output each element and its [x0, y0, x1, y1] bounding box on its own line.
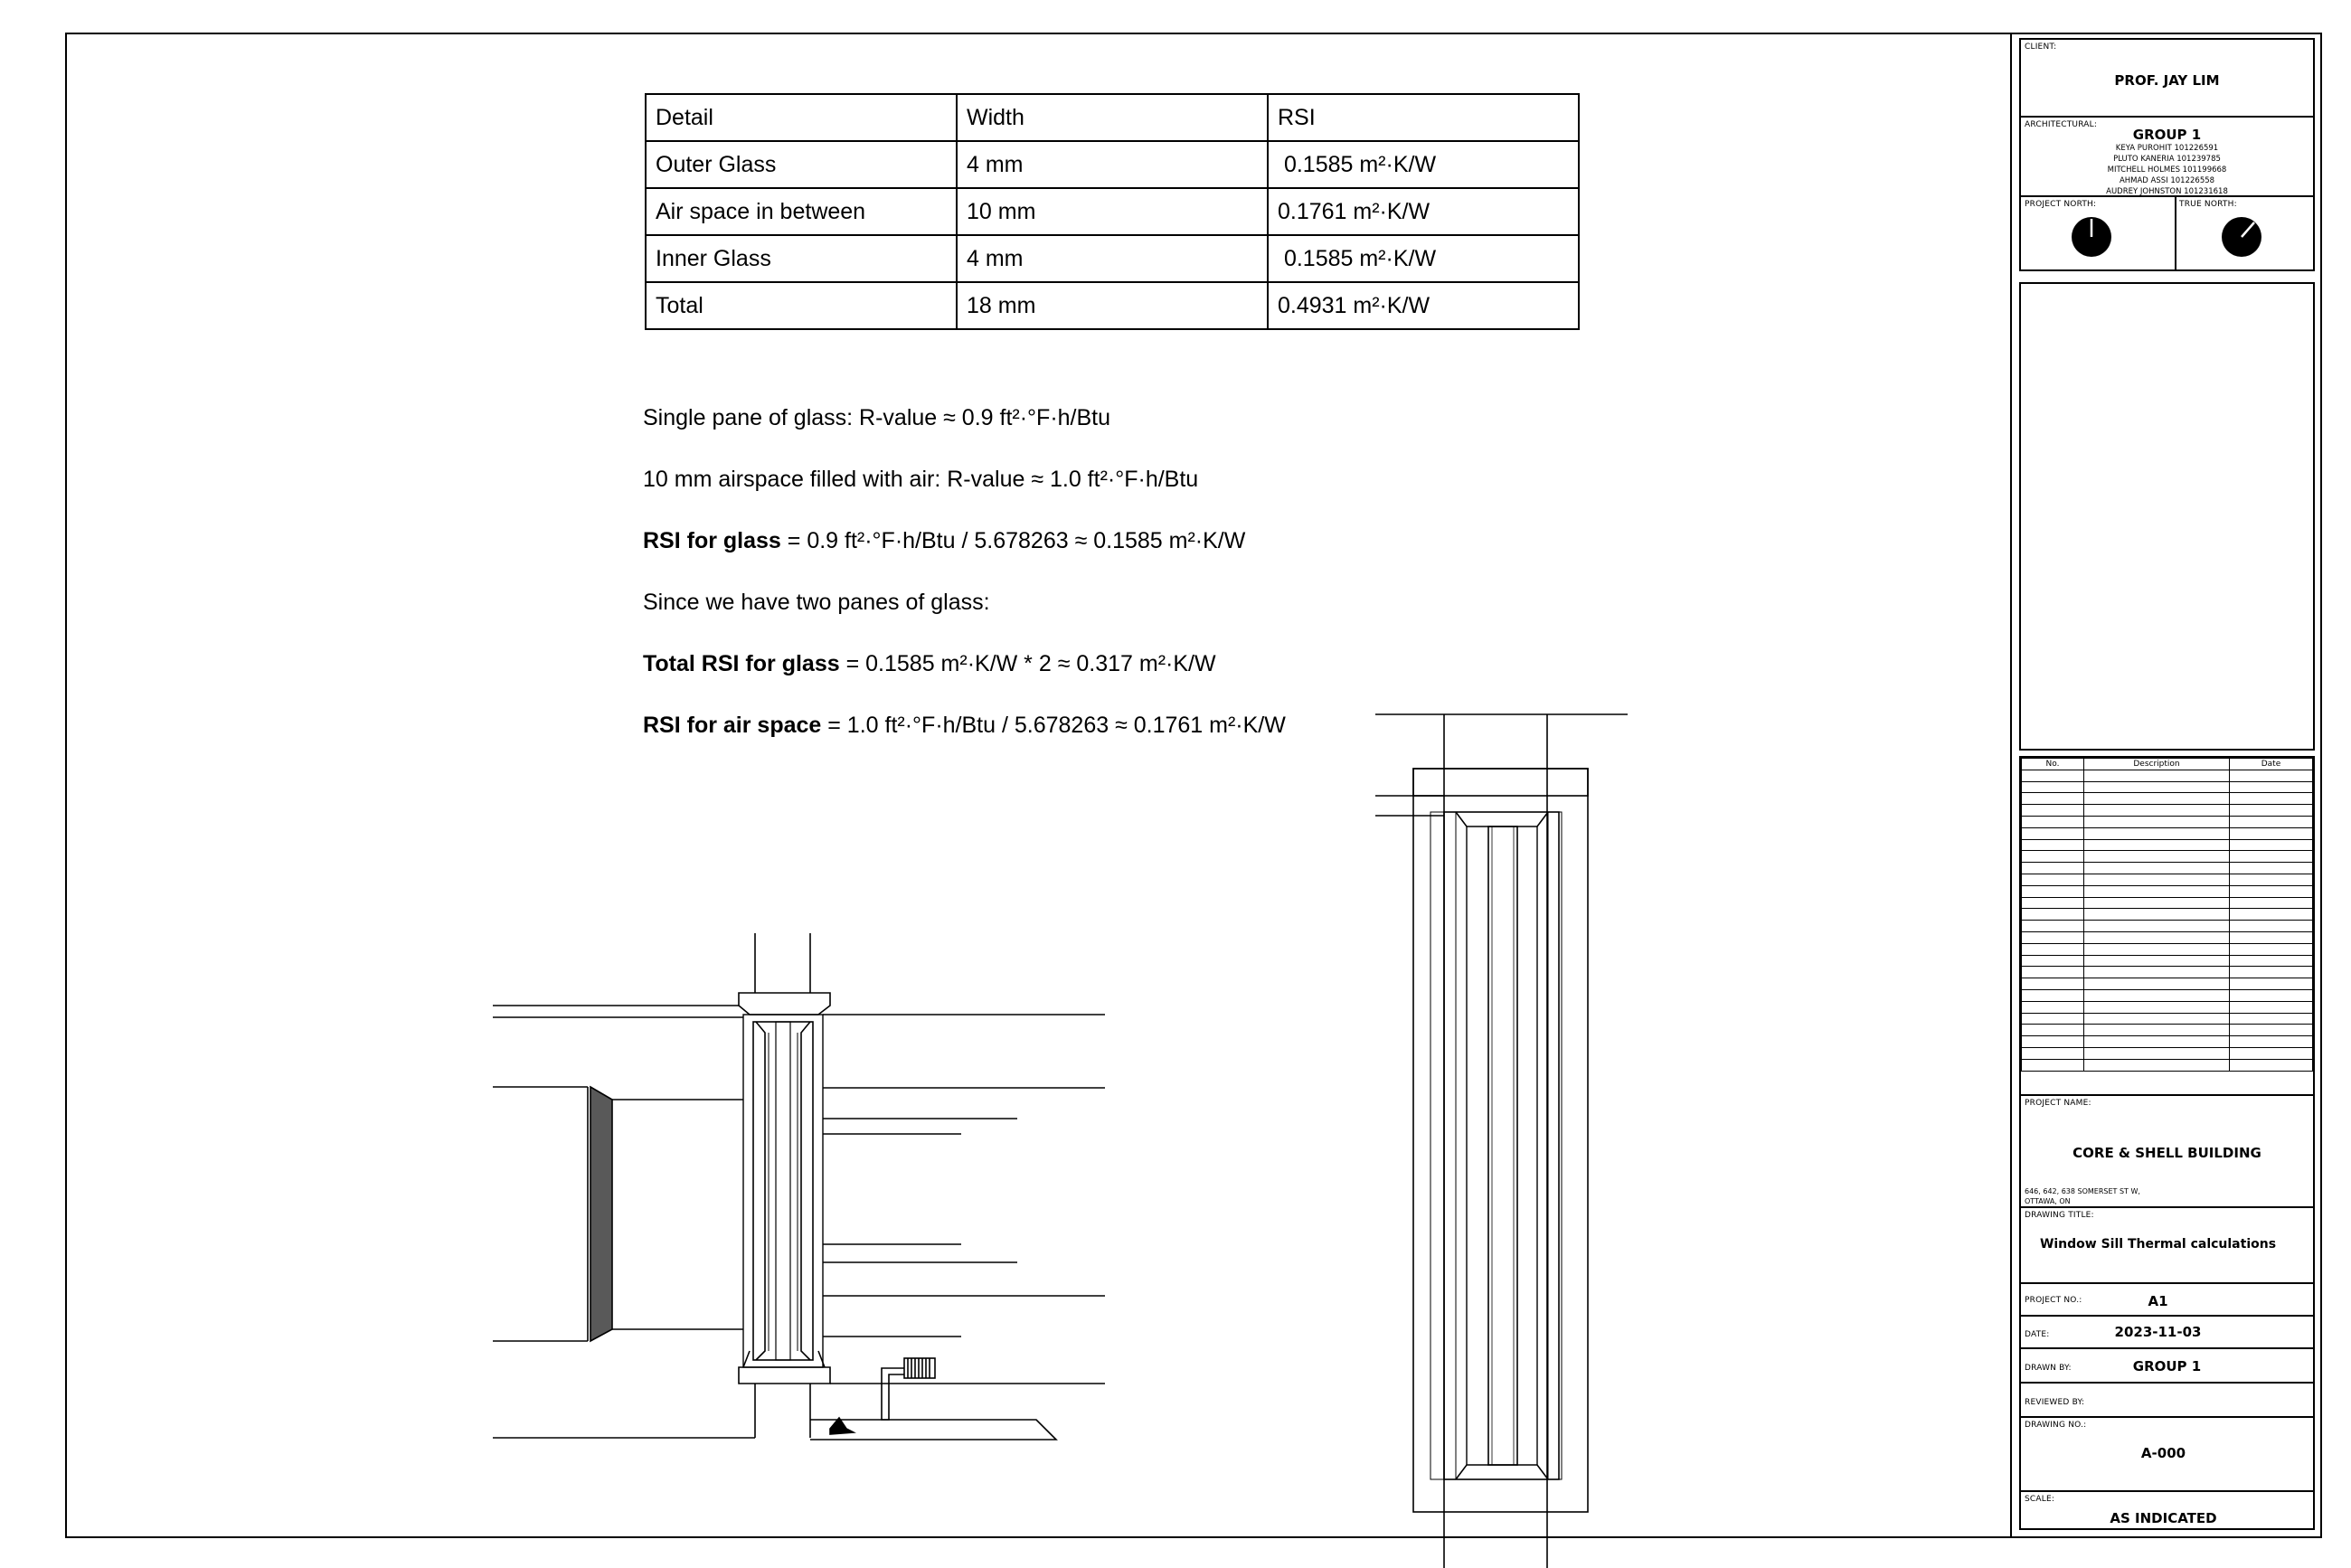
- revision-cell: [2084, 1013, 2230, 1025]
- revision-cell: [2230, 885, 2313, 897]
- revision-row: [2022, 805, 2313, 817]
- revision-cell: [2230, 955, 2313, 967]
- architectural-cell: [2019, 116, 2315, 197]
- scale-value: AS INDICATED: [2110, 1510, 2217, 1526]
- revision-cell: [2084, 1059, 2230, 1071]
- revision-row: [2022, 874, 2313, 885]
- revision-cell: [2230, 921, 2313, 932]
- revision-col-description: Description: [2084, 759, 2230, 770]
- revision-row: [2022, 885, 2313, 897]
- revision-row: [2022, 989, 2313, 1001]
- revision-table: [2021, 758, 2313, 1072]
- revision-row: [2022, 816, 2313, 827]
- revision-cell: [2230, 1025, 2313, 1036]
- header-cell: Detail: [646, 94, 957, 141]
- revision-cell: [2022, 1047, 2084, 1059]
- team-member: AUDREY JOHNSTON 101231618: [2106, 187, 2228, 196]
- note-label: RSI for air space: [643, 713, 822, 738]
- revision-header: [2022, 759, 2313, 770]
- revision-row: [2022, 1036, 2313, 1048]
- revision-cell: [2230, 1047, 2313, 1059]
- project-no-cell: [2019, 1282, 2315, 1317]
- team-member: PLUTO KANERIA 101239785: [2113, 155, 2221, 164]
- revision-cell: [2022, 967, 2084, 978]
- revision-cell: [2022, 793, 2084, 805]
- revision-cell: [2230, 793, 2313, 805]
- revision-cell: [2230, 989, 2313, 1001]
- revision-cell: [2022, 1025, 2084, 1036]
- team-member: AHMAD ASSI 101226558: [2119, 176, 2215, 185]
- revision-cell: [2230, 805, 2313, 817]
- project-no: A1: [2148, 1293, 2168, 1309]
- north-cell: [2019, 195, 2315, 271]
- drawn-by-cell: [2019, 1347, 2315, 1384]
- date-label: DATE:: [2025, 1330, 2050, 1339]
- drawing-title-cell: [2019, 1206, 2315, 1284]
- revision-cell: [2230, 770, 2313, 781]
- revision-cell: [2084, 931, 2230, 943]
- revision-cell: [2230, 931, 2313, 943]
- revision-cell: [2022, 955, 2084, 967]
- drawing-title: Window Sill Thermal calculations: [2039, 1237, 2277, 1252]
- reviewed-by-label: REVIEWED BY:: [2025, 1398, 2085, 1407]
- revision-cell: [2084, 1001, 2230, 1013]
- revision-cell: [2230, 1013, 2313, 1025]
- revision-cell: [2022, 1013, 2084, 1025]
- drawing-no-cell: [2019, 1416, 2315, 1492]
- revision-row: [2022, 827, 2313, 839]
- revision-cell: [2022, 874, 2084, 885]
- revision-cell: [2230, 827, 2313, 839]
- revision-cell: [2084, 851, 2230, 863]
- revision-cell: [2230, 816, 2313, 827]
- sill-section-detail: [493, 933, 1105, 1440]
- drawn-by: GROUP 1: [2132, 1358, 2202, 1374]
- revision-row: [2022, 1059, 2313, 1071]
- revision-row: [2022, 1025, 2313, 1036]
- header-cell: RSI: [1268, 94, 1579, 141]
- title-block: [2010, 34, 2320, 1536]
- group-name: GROUP 1: [2132, 127, 2202, 143]
- revision-cell: [2022, 989, 2084, 1001]
- revision-cell: [2022, 1059, 2084, 1071]
- revision-cell: [2022, 943, 2084, 955]
- revision-cell: [2084, 909, 2230, 921]
- revision-row: [2022, 781, 2313, 793]
- drawing-no-label: DRAWING NO.:: [2025, 1421, 2087, 1430]
- address-line: 646, 642, 638 SOMERSET ST W,: [2025, 1187, 2140, 1195]
- project-name: CORE & SHELL BUILDING: [2072, 1145, 2261, 1161]
- revision-cell: [2084, 885, 2230, 897]
- revision-cell: [2230, 897, 2313, 909]
- revision-cell: [2084, 781, 2230, 793]
- revision-cell: [2084, 1036, 2230, 1048]
- revision-cell: [2084, 770, 2230, 781]
- project-name-label: PROJECT NAME:: [2025, 1099, 2091, 1108]
- revision-cell: [2022, 1036, 2084, 1048]
- reviewed-by-cell: [2019, 1382, 2315, 1418]
- revision-row: [2022, 793, 2313, 805]
- client-label: CLIENT:: [2025, 43, 2057, 52]
- note-value: = 0.9 ft²·°F·h/Btu / 5.678263 ≈ 0.1585 m²·K/W: [780, 528, 1246, 553]
- drawing-no: A-000: [2140, 1445, 2186, 1461]
- revision-row: [2022, 955, 2313, 967]
- revision-table-cell: [2019, 756, 2315, 1096]
- drawn-by-label: DRAWN BY:: [2025, 1364, 2072, 1373]
- revision-cell: [2084, 955, 2230, 967]
- revision-col-date: Date: [2230, 759, 2313, 770]
- drawing-title-label: DRAWING TITLE:: [2025, 1211, 2094, 1220]
- date-value: 2023-11-03: [2114, 1324, 2202, 1340]
- revision-cell: [2022, 1001, 2084, 1013]
- table-cell: Outer Glass: [646, 141, 957, 188]
- revision-cell: [2022, 885, 2084, 897]
- revision-cell: [2230, 909, 2313, 921]
- project-north-label: PROJECT NORTH:: [2025, 200, 2097, 209]
- revision-cell: [2022, 827, 2084, 839]
- revision-cell: [2022, 816, 2084, 827]
- revision-cell: [2230, 978, 2313, 990]
- header-cell: Width: [957, 94, 1268, 141]
- revision-cell: [2084, 989, 2230, 1001]
- revision-cell: [2022, 897, 2084, 909]
- true-north-icon: [2220, 215, 2263, 259]
- note-airspace: 10 mm airspace filled with air: R-value ≈ 1.0 ft²·°F·h/Btu: [643, 467, 1199, 492]
- revision-cell: [2084, 805, 2230, 817]
- revision-cell: [2022, 851, 2084, 863]
- revision-cell: [2022, 770, 2084, 781]
- revision-cell: [2084, 839, 2230, 851]
- revision-cell: [2084, 978, 2230, 990]
- note-two-panes: Since we have two panes of glass:: [643, 590, 990, 615]
- note-single-pane: Single pane of glass: R-value ≈ 0.9 ft²·°F·h/Btu: [643, 405, 1111, 430]
- table-cell: 0.4931 m²·K/W: [1268, 282, 1579, 329]
- table-cell: 0.1585 m²·K/W: [1268, 235, 1579, 282]
- table-cell: Total: [646, 282, 957, 329]
- revision-row: [2022, 897, 2313, 909]
- revision-cell: [2230, 863, 2313, 874]
- revision-cell: [2022, 909, 2084, 921]
- revision-cell: [2022, 839, 2084, 851]
- revision-cell: [2084, 874, 2230, 885]
- note-value: = 1.0 ft²·°F·h/Btu / 5.678263 ≈ 0.1761 m²·K/W: [821, 713, 1286, 738]
- revision-row: [2022, 851, 2313, 863]
- scale-cell: [2019, 1490, 2315, 1530]
- revision-cell: [2084, 827, 2230, 839]
- note-value: = 0.1585 m²·K/W * 2 ≈ 0.317 m²·K/W: [839, 651, 1216, 676]
- revision-cell: [2230, 851, 2313, 863]
- revision-cell: [2084, 1047, 2230, 1059]
- project-no-label: PROJECT NO.:: [2025, 1296, 2082, 1305]
- project-name-cell: [2019, 1094, 2315, 1208]
- revision-cell: [2230, 1001, 2313, 1013]
- revision-cell: [2230, 839, 2313, 851]
- revision-cell: [2022, 978, 2084, 990]
- revision-cell: [2022, 805, 2084, 817]
- window-section-detail: [1375, 714, 1628, 1568]
- revision-cell: [2022, 863, 2084, 874]
- note-label: Total RSI for glass: [643, 651, 840, 676]
- team-member: MITCHELL HOLMES 101199668: [2107, 165, 2227, 175]
- table-cell: 18 mm: [957, 282, 1268, 329]
- client-name: PROF. JAY LIM: [2114, 72, 2220, 89]
- revision-row: [2022, 967, 2313, 978]
- revision-cell: [2084, 863, 2230, 874]
- revision-row: [2022, 909, 2313, 921]
- revision-cell: [2022, 931, 2084, 943]
- revision-cell: [2084, 943, 2230, 955]
- revision-row: [2022, 978, 2313, 990]
- revision-cell: [2084, 816, 2230, 827]
- revision-cell: [2084, 1025, 2230, 1036]
- team-member: KEYA PUROHIT 101226591: [2115, 144, 2219, 153]
- revision-cell: [2084, 921, 2230, 932]
- stamp-area: [2019, 282, 2315, 751]
- revision-row: [2022, 770, 2313, 781]
- revision-row: [2022, 1013, 2313, 1025]
- note-label: RSI for glass: [643, 528, 781, 553]
- architectural-label: ARCHITECTURAL:: [2025, 120, 2098, 129]
- revision-cell: [2022, 921, 2084, 932]
- date-cell: [2019, 1315, 2315, 1349]
- revision-row: [2022, 863, 2313, 874]
- revision-row: [2022, 839, 2313, 851]
- revision-row: [2022, 1001, 2313, 1013]
- address-line: OTTAWA, ON: [2025, 1197, 2071, 1205]
- revision-row: [2022, 921, 2313, 932]
- table-cell: 0.1761 m²·K/W: [1268, 188, 1579, 235]
- project-north-icon: [2070, 215, 2113, 259]
- table-cell: 10 mm: [957, 188, 1268, 235]
- revision-cell: [2230, 781, 2313, 793]
- true-north-label: TRUE NORTH:: [2179, 200, 2237, 209]
- revision-row: [2022, 931, 2313, 943]
- table-cell: Inner Glass: [646, 235, 957, 282]
- client-cell: [2019, 38, 2315, 118]
- table-cell: 0.1585 m²·K/W: [1268, 141, 1579, 188]
- revision-cell: [2230, 1036, 2313, 1048]
- revision-cell: [2084, 967, 2230, 978]
- table-cell: 4 mm: [957, 235, 1268, 282]
- revision-row: [2022, 1047, 2313, 1059]
- revision-col-no: No.: [2022, 759, 2084, 770]
- table-cell: Air space in between: [646, 188, 957, 235]
- revision-cell: [2084, 897, 2230, 909]
- revision-cell: [2230, 874, 2313, 885]
- revision-cell: [2022, 781, 2084, 793]
- project-address: [2025, 1186, 2140, 1206]
- revision-cell: [2230, 943, 2313, 955]
- scale-label: SCALE:: [2025, 1495, 2055, 1504]
- revision-row: [2022, 943, 2313, 955]
- table-cell: 4 mm: [957, 141, 1268, 188]
- team-members: [2021, 143, 2313, 197]
- revision-cell: [2230, 1059, 2313, 1071]
- revision-cell: [2230, 967, 2313, 978]
- revision-cell: [2084, 793, 2230, 805]
